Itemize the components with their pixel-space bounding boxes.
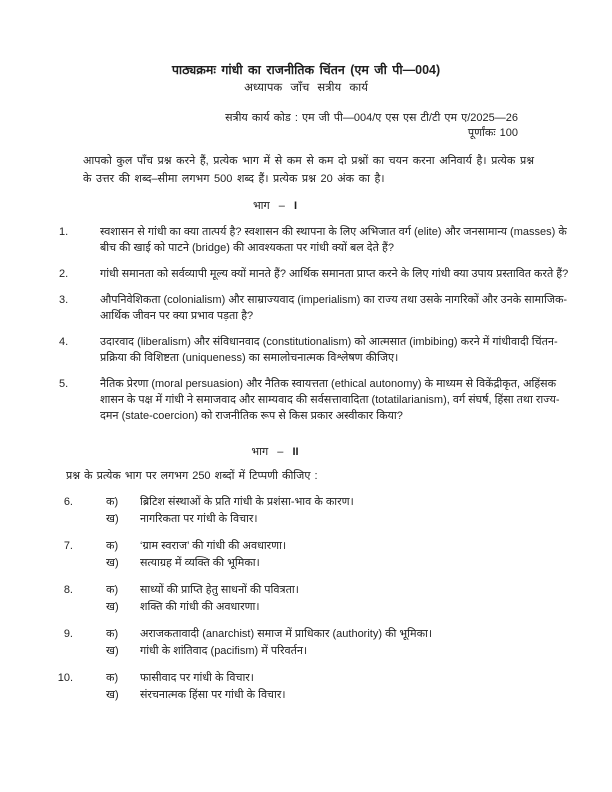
- part2-questions: [0, 494, 612, 704]
- sub-question-label: क): [106, 496, 119, 508]
- question-row-3: [0, 292, 612, 324]
- sub-question-text: गांधी के शांतिवाद (pacifism) में परिवर्तन।: [140, 645, 308, 657]
- sub-question-text: ब्रिटिश संस्थाओं के प्रति गांधी के प्रशंसा-भाव के कारण।: [140, 496, 354, 508]
- assignment-code-line: सत्रीय कार्य कोड : एम जी पी—004/ए एस एस टी/टी एम ए/2025—26: [225, 112, 518, 124]
- question-text: औपनिवेशिकता (colonialism) और साम्राज्यवाद (imperialism) का राज्य तथा उसके नागरिकों और उनके सामाजिक-आर्थिक जीवन पर क्या प्रभाव पड़ता है?: [100, 294, 568, 322]
- question-group-6: [0, 494, 612, 528]
- question-parts: [106, 626, 572, 660]
- part2-heading-numeral: II: [292, 446, 299, 458]
- general-instructions: आपको कुल पाँच प्रश्न करने हैं, प्रत्येक भाग में से कम से कम दो प्रश्नों का चयन करना अनिवार्य है। प्रत्येक प्रश्न के उत्तर की शब्द–सीमा लगभग 500 शब्द हैं। प्रत्येक प्रश्न 20 अंक का है।: [83, 155, 534, 185]
- course-title: पाठ्यक्रमः गांधी का राजनीतिक चिंतन (एम जी पी—004): [171, 63, 441, 77]
- question-row-5: [0, 376, 612, 424]
- sub-question-label: ख): [106, 513, 119, 525]
- part1-questions: [0, 224, 612, 424]
- question-number: 9.: [63, 628, 73, 640]
- question-parts: [106, 670, 572, 704]
- question-number: 4.: [59, 336, 69, 348]
- sub-question-a: [106, 626, 572, 643]
- sub-question-label: ख): [106, 557, 119, 569]
- question-number: 7.: [63, 540, 73, 552]
- sub-question-text: साध्यों की प्राप्ति हेतु साधनों की पवित्रता।: [140, 584, 299, 596]
- sub-question-label: ख): [106, 689, 119, 701]
- question-text: नैतिक प्रेरणा (moral persuasion) और नैतिक स्वायत्तता (ethical autonomy) के माध्यम से विकेंद्रीकृत, अहिंसक शासन के पक्ष में गांधी ने समाजवाद और साम्यवाद की सर्वसत्तावादिता (totatilarianism), वर्ग संघर्ष, हिंसा तथा राज्य-दमन (state-coercion) को राजनीतिक रूप से किस प्रकार अस्वीकार किया?: [100, 378, 560, 422]
- part2-heading-label: भाग –: [251, 446, 284, 458]
- question-row-1: [0, 224, 612, 256]
- part1-heading: [0, 198, 581, 214]
- question-text: स्वशासन से गांधी का क्या तात्पर्य है? स्वशासन की स्थापना के लिए अभिजात वर्ग (elite) और जनसामान्य (masses) के बीच की खाई को पाटने (bridge) की आवश्यकता पर गांधी क्यों बल देते हैं?: [100, 226, 567, 254]
- question-number: 3.: [59, 294, 69, 306]
- assignment-code-block: [0, 111, 518, 141]
- sub-question-label: ख): [106, 645, 119, 657]
- sub-question-label: क): [106, 584, 119, 596]
- question-number: 10.: [57, 672, 73, 684]
- sub-question-text: अराजकतावादी (anarchist) समाज में प्राधिकार (authority) की भूमिका।: [140, 628, 433, 640]
- question-number: 6.: [63, 496, 73, 508]
- sub-question-b: [106, 687, 572, 704]
- sub-question-b: [106, 643, 572, 660]
- question-group-9: [0, 626, 612, 660]
- sub-question-label: क): [106, 628, 119, 640]
- question-parts: [106, 494, 572, 528]
- part1-heading-numeral: I: [293, 200, 298, 212]
- sub-question-b: [106, 511, 572, 528]
- question-row-4: [0, 334, 612, 366]
- sub-question-text: सत्याग्रह में व्यक्ति की भूमिका।: [140, 557, 260, 569]
- sub-question-a: [106, 538, 572, 555]
- sub-question-text: नागरिकता पर गांधी के विचार।: [140, 513, 258, 525]
- question-row-2: [0, 266, 612, 282]
- question-number: 5.: [59, 378, 69, 390]
- sub-question-b: [106, 555, 572, 572]
- sub-question-text: फासीवाद पर गांधी के विचार।: [140, 672, 254, 684]
- sub-question-a: [106, 670, 572, 687]
- sub-question-label: ख): [106, 601, 119, 613]
- sub-question-a: [106, 582, 572, 599]
- sub-question-text: ‘ग्राम स्वराज’ की गांधी की अवधारणा।: [140, 540, 287, 552]
- question-group-7: [0, 538, 612, 572]
- sub-question-label: क): [106, 540, 119, 552]
- sub-question-text: शक्ति की गांधी की अवधारणा।: [140, 601, 260, 613]
- question-text: उदारवाद (liberalism) और संविधानवाद (constitutionalism) को आत्मसात (imbibing) करने में गांधीवादी चिंतन-प्रक्रिया की विशिष्टता (uniqueness) का समालोचनात्मक विश्लेषण कीजिए।: [100, 336, 558, 364]
- sub-question-a: [106, 494, 572, 511]
- sub-question-text: संरचनात्मक हिंसा पर गांधी के विचार।: [140, 689, 286, 701]
- question-parts: [106, 538, 572, 572]
- question-number: 1.: [59, 226, 69, 238]
- question-number: 8.: [63, 584, 73, 596]
- question-group-10: [0, 670, 612, 704]
- part1-heading-label: भाग –: [252, 200, 285, 212]
- question-parts: [106, 582, 572, 616]
- assignment-subtitle: अध्यापक जाँच सत्रीय कार्य: [244, 82, 368, 94]
- part2-note: प्रश्न के प्रत्येक भाग पर लगभग 250 शब्दों में टिप्पणी कीजिए :: [66, 470, 318, 482]
- max-marks-line: पूर्णांकः 100: [467, 127, 518, 139]
- question-group-8: [0, 582, 612, 616]
- part2-heading: [0, 444, 581, 460]
- question-text: गांधी समानता को सर्वव्यापी मूल्य क्यों मानते हैं? आर्थिक समानता प्राप्त करने के लिए गांधी क्या उपाय प्रस्तावित करते हैं?: [100, 268, 569, 280]
- sub-question-label: क): [106, 672, 119, 684]
- sub-question-b: [106, 599, 572, 616]
- question-number: 2.: [59, 268, 69, 280]
